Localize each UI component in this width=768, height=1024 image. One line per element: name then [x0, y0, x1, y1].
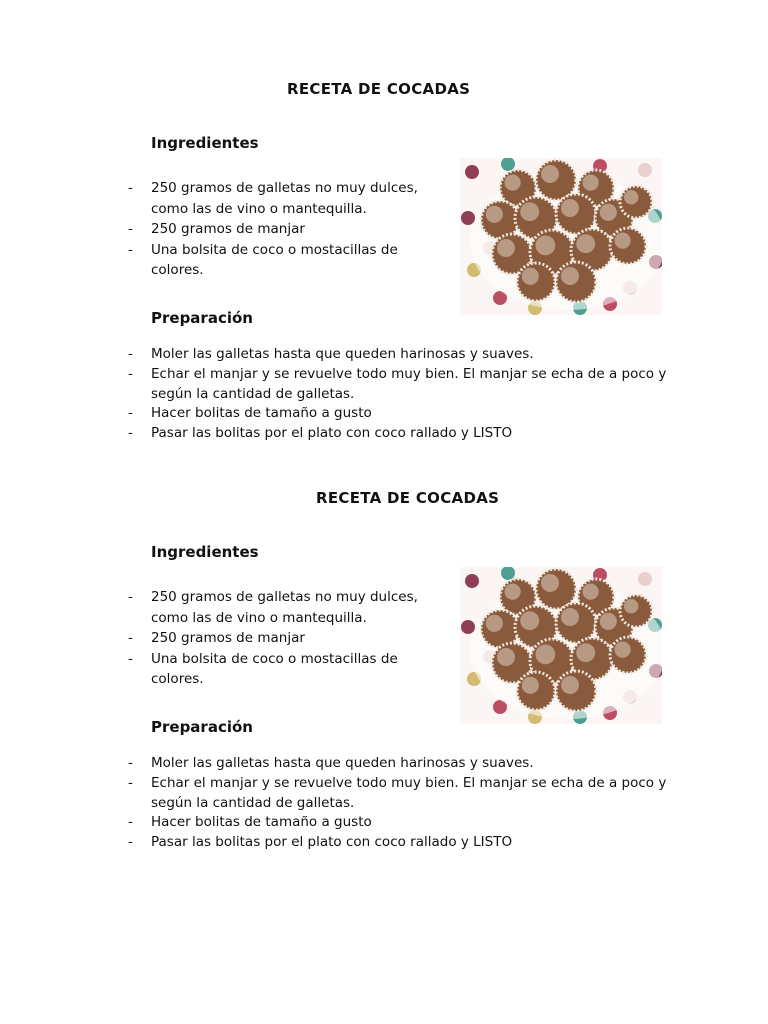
list-item: - Moler las galletas hasta que queden harinosas y suaves. — [128, 754, 673, 774]
coconut-highlight — [561, 608, 579, 626]
coconut-highlight — [600, 204, 617, 221]
coconut-highlight — [536, 645, 556, 665]
coconut-highlight — [583, 175, 599, 191]
preparation-steps — [128, 754, 673, 853]
ingredients-heading: Ingredientes — [151, 543, 259, 561]
coconut-highlight — [505, 584, 521, 600]
polka-dot — [501, 567, 515, 580]
polka-dot — [501, 158, 515, 171]
coconut-highlight — [497, 239, 515, 257]
coconut-highlight — [486, 206, 503, 223]
list-item: - Pasar las bolitas por el plato con coco rallado y LISTO — [128, 424, 673, 444]
coconut-highlight — [576, 643, 595, 662]
coconut-highlight — [576, 234, 595, 253]
preparation-heading: Preparación — [151, 309, 253, 327]
coconut-highlight — [520, 611, 539, 630]
recipe-section — [0, 0, 768, 442]
ingredients-list — [128, 178, 448, 281]
dash-bullet: - — [128, 589, 133, 605]
dash-bullet: - — [128, 180, 133, 196]
cocadas-photo — [460, 158, 662, 315]
polka-dot — [638, 163, 652, 177]
dash-bullet: - — [128, 755, 133, 771]
list-item: - Hacer bolitas de tamaño a gusto — [128, 404, 673, 424]
coconut-highlight — [615, 233, 631, 249]
polka-dot — [465, 574, 479, 588]
dash-bullet: - — [128, 774, 133, 791]
dash-bullet: - — [128, 425, 133, 442]
coconut-highlight — [561, 199, 579, 217]
dash-bullet: - — [128, 814, 133, 831]
coconut-highlight — [522, 677, 539, 694]
coconut-highlight — [541, 574, 559, 592]
list-item: - Echar el manjar y se revuelve todo muy bien. El manjar se echa de a poco y según la cantidad de galletas. — [128, 365, 667, 402]
polka-dot — [465, 165, 479, 179]
coconut-highlight — [561, 676, 579, 694]
dash-bullet: - — [128, 221, 133, 237]
cocadas-photo-illustration — [460, 158, 662, 315]
cocadas-photo-illustration — [460, 567, 662, 724]
coconut-highlight — [505, 175, 521, 191]
coconut-highlight — [615, 642, 631, 658]
dash-bullet: - — [128, 650, 133, 667]
recipe-title: RECETA DE COCADAS — [316, 489, 500, 507]
dash-bullet: - — [128, 346, 133, 362]
coconut-highlight — [536, 236, 556, 256]
list-item: - Pasar las bolitas por el plato con coco rallado y LISTO — [128, 833, 673, 853]
polka-dot — [638, 572, 652, 586]
list-item: - 250 gramos de manjar — [128, 219, 448, 240]
coconut-highlight — [541, 165, 559, 183]
list-item: - Una bolsita de coco o mostacillas de colores. — [128, 241, 398, 278]
cocadas-photo — [460, 567, 662, 724]
coconut-highlight — [561, 267, 579, 285]
list-item: - 250 gramos de galletas no muy dulces, como las de vino o mantequilla. — [128, 180, 418, 217]
coconut-highlight — [600, 613, 617, 630]
recipe-title: RECETA DE COCADAS — [287, 80, 471, 98]
coconut-highlight — [624, 190, 638, 204]
coconut-highlight — [522, 268, 539, 285]
dash-bullet: - — [128, 405, 133, 422]
dash-bullet: - — [128, 241, 133, 258]
polka-dot — [461, 620, 475, 634]
list-item: - Una bolsita de coco o mostacillas de colores. — [128, 650, 398, 687]
list-item: - 250 gramos de manjar — [128, 628, 448, 649]
coconut-highlight — [583, 584, 599, 600]
coconut-highlight — [624, 599, 638, 613]
list-item: - Hacer bolitas de tamaño a gusto — [128, 813, 673, 833]
ingredients-list — [128, 587, 448, 690]
polka-dot — [461, 211, 475, 225]
coconut-highlight — [497, 648, 515, 666]
coconut-highlight — [520, 202, 539, 221]
list-item: - Moler las galletas hasta que queden harinosas y suaves. — [128, 345, 673, 365]
coconut-highlight — [486, 615, 503, 632]
dash-bullet: - — [128, 630, 133, 646]
preparation-heading: Preparación — [151, 718, 253, 736]
list-item: - Echar el manjar y se revuelve todo muy bien. El manjar se echa de a poco y según la cantidad de galletas. — [128, 774, 667, 811]
dash-bullet: - — [128, 834, 133, 851]
dash-bullet: - — [128, 365, 133, 382]
recipe-section — [0, 409, 768, 851]
list-item: - 250 gramos de galletas no muy dulces, como las de vino o mantequilla. — [128, 589, 418, 626]
ingredients-heading: Ingredientes — [151, 134, 259, 152]
